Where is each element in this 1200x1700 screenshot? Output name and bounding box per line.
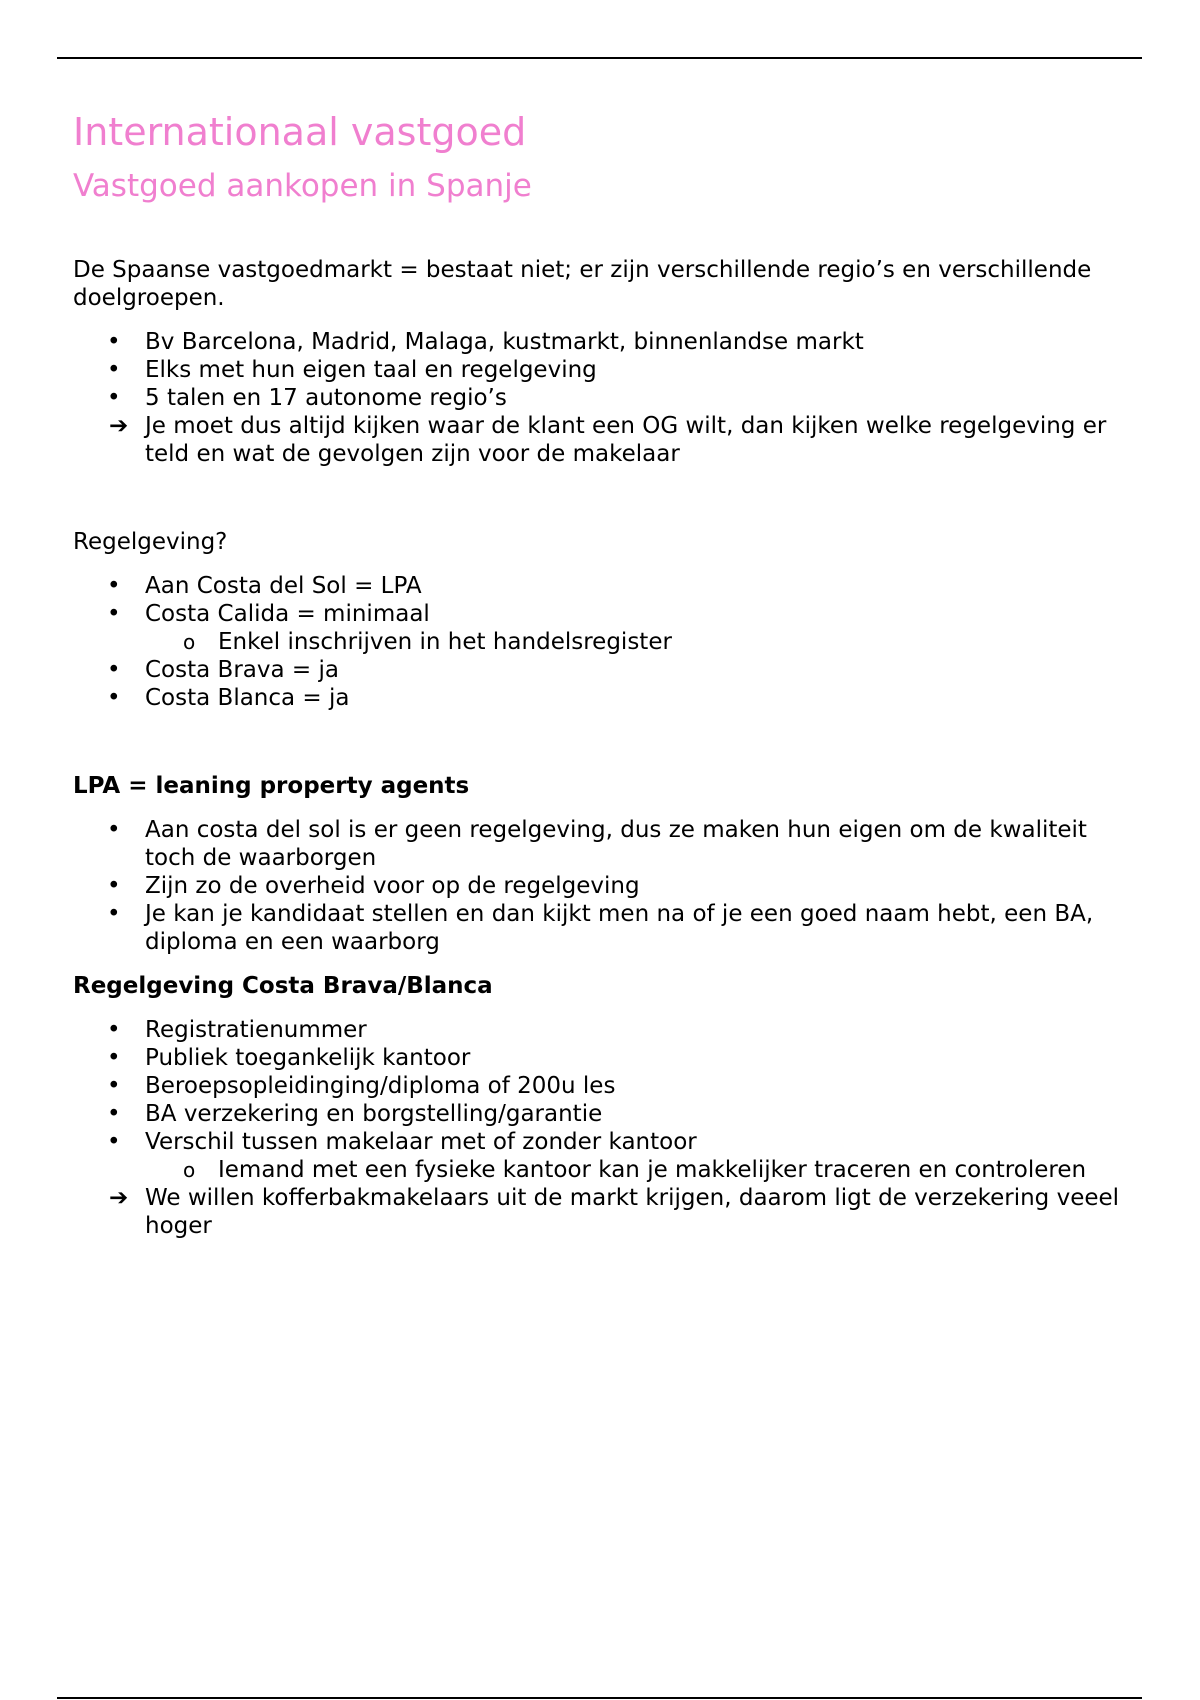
bullet-icon: •: [107, 1045, 121, 1071]
brava-blanca-heading: Regelgeving Costa Brava/Blanca: [73, 973, 493, 999]
list-item-text: Beroepsopleidinging/diploma of 200u les: [145, 1073, 616, 1099]
regelgeving-list: [73, 572, 1143, 712]
bullet-icon: •: [107, 901, 121, 927]
bullet-icon: •: [107, 385, 121, 411]
regions-list: [73, 328, 1143, 468]
list-item-text: Iemand met een fysieke kantoor kan je makkelijker traceren en controleren: [218, 1157, 1087, 1183]
list-item-text: We willen kofferbakmakelaars uit de markt krijgen, daarom ligt de verzekering veeel hoger: [145, 1185, 1120, 1239]
list-item-text: Je moet dus altijd kijken waar de klant een OG wilt, dan kijken welke regelgeving er teld en wat de gevolgen zijn voor de makelaar: [145, 413, 1107, 467]
document-subtitle: Vastgoed aankopen in Spanje: [73, 168, 532, 204]
bullet-icon: •: [107, 873, 121, 899]
document-body: [73, 104, 1143, 1240]
circle-bullet-icon: o: [183, 1158, 196, 1182]
bullet-icon: •: [107, 601, 121, 627]
bottom-rule: [57, 1697, 1142, 1699]
intro-paragraph: De Spaanse vastgoedmarkt = bestaat niet; er zijn verschillende regio’s en verschillende doelgroepen.: [73, 257, 1092, 311]
list-item-text: Publiek toegankelijk kantoor: [145, 1045, 471, 1071]
list-item: [73, 572, 1143, 600]
list-subitem: [73, 1156, 1143, 1184]
list-item-text: Aan Costa del Sol = LPA: [145, 573, 422, 599]
bullet-icon: •: [107, 657, 121, 683]
bullet-icon: •: [107, 573, 121, 599]
list-item-text: Costa Brava = ja: [145, 657, 339, 683]
list-item: [73, 872, 1143, 900]
bullet-icon: •: [107, 1073, 121, 1099]
bullet-icon: •: [107, 1129, 121, 1155]
list-item-text: BA verzekering en borgstelling/garantie: [145, 1101, 603, 1127]
arrow-icon: ➔: [109, 413, 129, 439]
list-item: [73, 1016, 1143, 1044]
list-item: [73, 412, 1143, 468]
list-item-text: 5 talen en 17 autonome regio’s: [145, 385, 507, 411]
list-item: [73, 356, 1143, 384]
list-item: [73, 1128, 1143, 1156]
list-item: [73, 1100, 1143, 1128]
bullet-icon: •: [107, 817, 121, 843]
top-rule: [57, 57, 1142, 59]
list-item: [73, 684, 1143, 712]
bullet-icon: •: [107, 357, 121, 383]
document-title: Internationaal vastgoed: [73, 110, 527, 154]
list-item: [73, 384, 1143, 412]
list-item-text: Costa Blanca = ja: [145, 685, 350, 711]
arrow-icon: ➔: [109, 1185, 129, 1211]
list-item-text: Verschil tussen makelaar met of zonder kantoor: [145, 1129, 697, 1155]
list-item: [73, 600, 1143, 628]
list-item: [73, 1044, 1143, 1072]
list-item-text: Bv Barcelona, Madrid, Malaga, kustmarkt, binnenlandse markt: [145, 329, 864, 355]
lpa-list: [73, 816, 1143, 956]
list-item-text: Enkel inschrijven in het handelsregister: [218, 629, 672, 655]
bullet-icon: •: [107, 685, 121, 711]
list-item-text: Registratienummer: [145, 1017, 367, 1043]
regelgeving-question: Regelgeving?: [73, 529, 228, 555]
bullet-icon: •: [107, 1017, 121, 1043]
list-item-text: Aan costa del sol is er geen regelgeving, dus ze maken hun eigen om de kwaliteit toch de waarborgen: [145, 817, 1087, 871]
list-item-text: Je kan je kandidaat stellen en dan kijkt men na of je een goed naam hebt, een BA, diploma en een waarborg: [145, 901, 1094, 955]
list-item: [73, 900, 1143, 956]
list-subitem: [73, 628, 1143, 656]
circle-bullet-icon: o: [183, 630, 196, 654]
list-item: [73, 816, 1143, 872]
list-item-text: Costa Calida = minimaal: [145, 601, 430, 627]
list-item: [73, 1184, 1143, 1240]
list-item: [73, 328, 1143, 356]
list-item: [73, 656, 1143, 684]
bullet-icon: •: [107, 1101, 121, 1127]
list-item: [73, 1072, 1143, 1100]
list-item-text: Zijn zo de overheid voor op de regelgeving: [145, 873, 640, 899]
brava-blanca-list: [73, 1016, 1143, 1240]
bullet-icon: •: [107, 329, 121, 355]
lpa-heading: LPA = leaning property agents: [73, 773, 470, 799]
list-item-text: Elks met hun eigen taal en regelgeving: [145, 357, 597, 383]
